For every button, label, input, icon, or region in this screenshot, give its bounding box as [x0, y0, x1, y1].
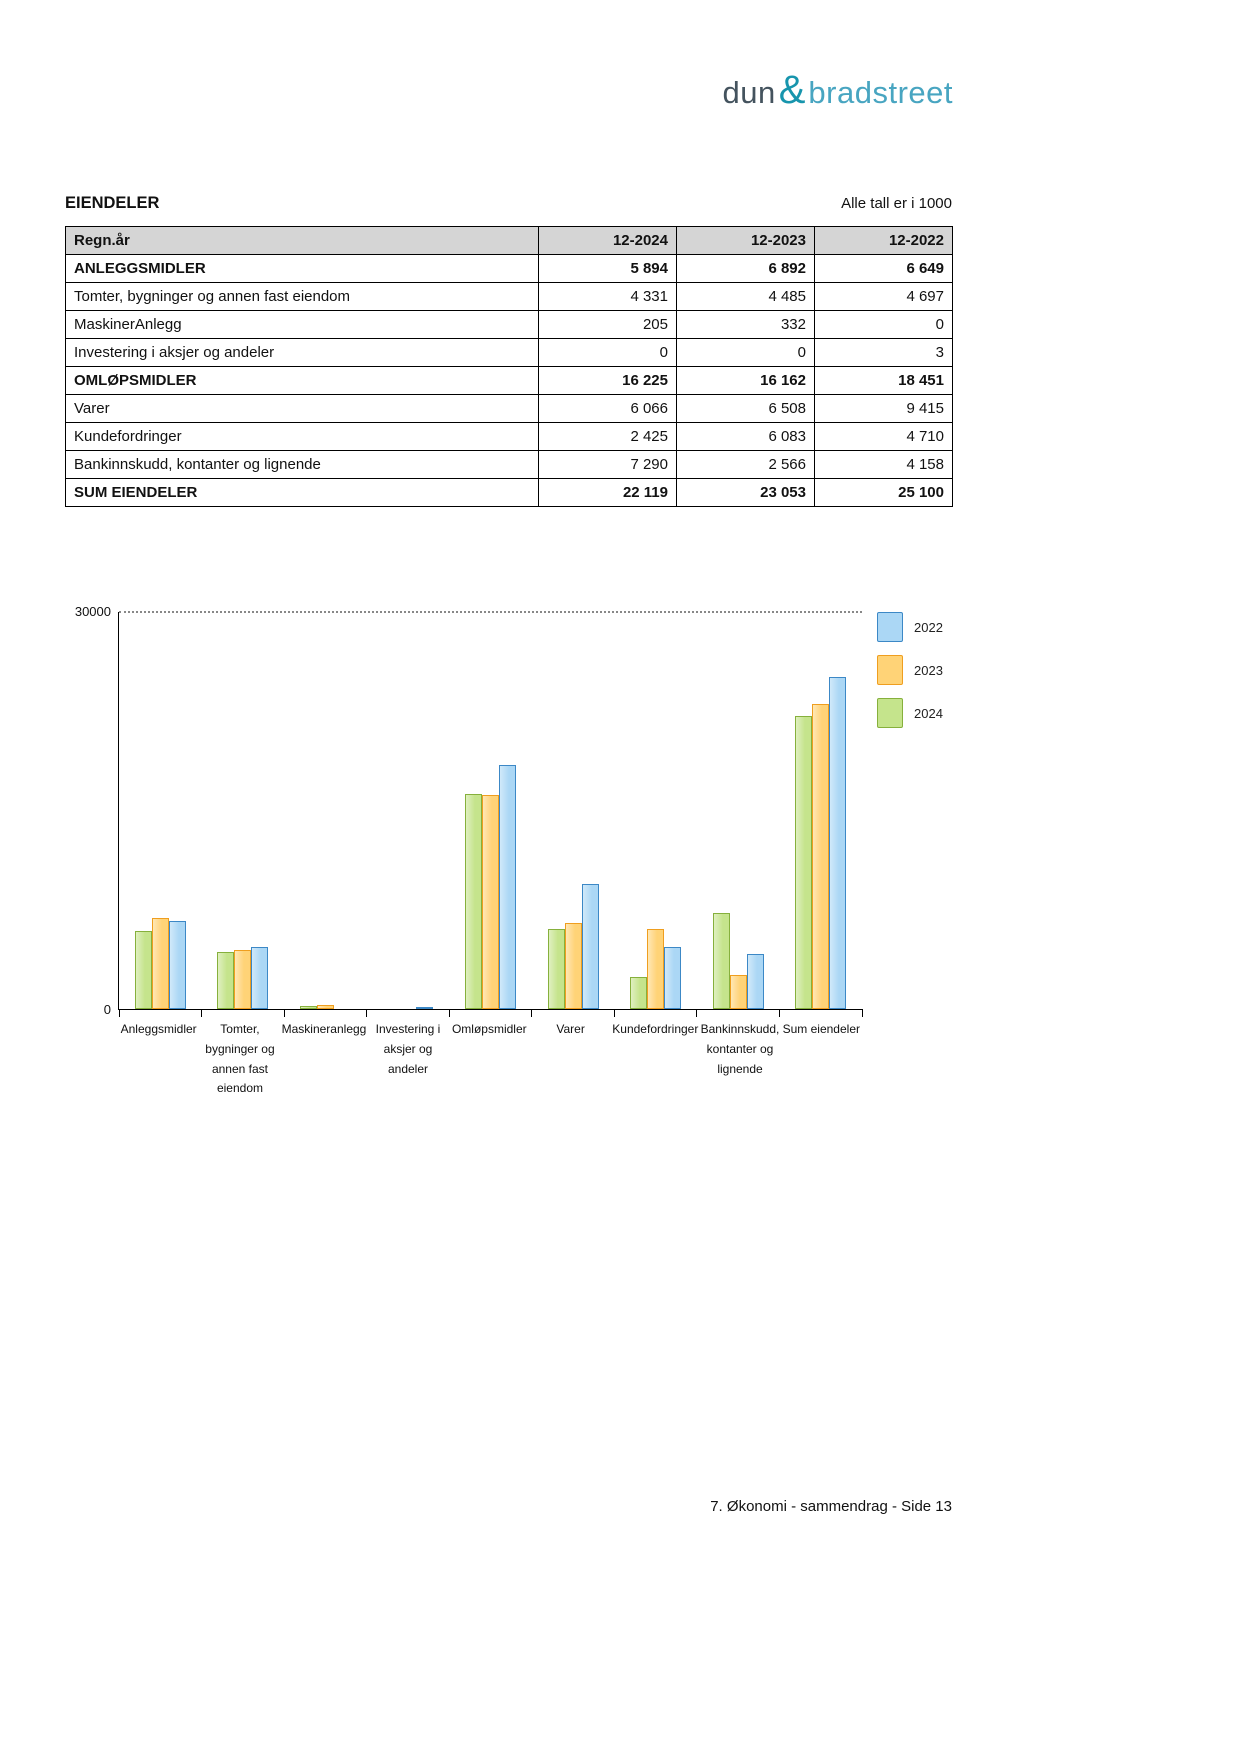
row-value: 16 225 [539, 367, 677, 395]
x-axis-category-label: Investering i aksjer og andeler [375, 1022, 441, 1076]
assets-bar-chart [65, 598, 1176, 1158]
x-axis-tick [449, 1009, 450, 1017]
bar-2022 [499, 765, 516, 1009]
legend-swatch-2023 [877, 655, 903, 685]
legend-item-2022 [877, 612, 943, 642]
bar-2024 [465, 794, 482, 1009]
row-value: 4 158 [815, 451, 953, 479]
row-label: Kundefordringer [66, 423, 539, 451]
row-value: 6 508 [677, 395, 815, 423]
x-axis-tick [614, 1009, 615, 1017]
chart-plot-area [118, 612, 862, 1010]
row-label: Investering i aksjer og andeler [66, 339, 539, 367]
table-row [66, 479, 953, 507]
bar-2023 [730, 975, 747, 1009]
section-header [65, 194, 952, 213]
row-label: SUM EIENDELER [66, 479, 539, 507]
bar-2024 [135, 931, 152, 1009]
bar-2023 [812, 704, 829, 1009]
x-axis-tick [119, 1009, 120, 1017]
bar-group [697, 612, 780, 1009]
x-axis-category-label: Anleggsmidler [120, 1022, 197, 1036]
legend-label: 2024 [914, 705, 943, 721]
table-row [66, 367, 953, 395]
bar-2022 [582, 884, 599, 1009]
bar-2022 [416, 1007, 433, 1009]
bar-2023 [234, 950, 251, 1009]
x-axis-tick [696, 1009, 697, 1017]
x-axis-labels [118, 1020, 862, 1099]
chart-legend [877, 612, 943, 741]
x-axis-tick [284, 1009, 285, 1017]
row-value: 18 451 [815, 367, 953, 395]
x-axis-category-label: Omløpsmidler [451, 1022, 527, 1036]
row-value: 16 162 [677, 367, 815, 395]
section-title: EIENDELER [65, 194, 160, 212]
row-value: 2 566 [677, 451, 815, 479]
row-value: 4 697 [815, 283, 953, 311]
legend-swatch-2022 [877, 612, 903, 642]
x-axis-tick [779, 1009, 780, 1017]
table-row [66, 283, 953, 311]
x-axis-category-label: Kundefordringer [612, 1022, 699, 1036]
legend-item-2023 [877, 655, 943, 685]
bar-group [614, 612, 697, 1009]
logo-text-bradstreet: bradstreet [808, 75, 953, 110]
row-value: 0 [815, 311, 953, 339]
dun-bradstreet-logo [723, 68, 954, 113]
bar-2024 [713, 913, 730, 1009]
table-row [66, 339, 953, 367]
bar-2024 [630, 977, 647, 1009]
row-value: 6 066 [539, 395, 677, 423]
table-header-row [66, 227, 953, 255]
bar-2024 [795, 716, 812, 1009]
x-axis-tick [201, 1009, 202, 1017]
bar-2024 [548, 929, 565, 1009]
row-value: 9 415 [815, 395, 953, 423]
x-axis-category-label: Maskineranlegg [281, 1022, 367, 1036]
assets-table [65, 226, 953, 507]
row-value: 6 083 [677, 423, 815, 451]
x-axis-category-label: Tomter, bygninger og annen fast eiendom [205, 1022, 275, 1096]
row-value: 0 [677, 339, 815, 367]
row-value: 2 425 [539, 423, 677, 451]
table-row [66, 423, 953, 451]
row-value: 6 649 [815, 255, 953, 283]
logo-text-dun: dun [722, 75, 776, 110]
bar-group [367, 612, 450, 1009]
row-value: 4 710 [815, 423, 953, 451]
y-axis-min-label: 0 [103, 1002, 111, 1017]
bar-group [780, 612, 863, 1009]
row-value: 5 894 [539, 255, 677, 283]
table-row [66, 311, 953, 339]
row-label: OMLØPSMIDLER [66, 367, 539, 395]
bar-2023 [317, 1005, 334, 1009]
page-footer: 7. Økonomi - sammendrag - Side 13 [710, 1498, 952, 1515]
legend-label: 2023 [914, 662, 943, 678]
row-value: 205 [539, 311, 677, 339]
bar-2022 [829, 677, 846, 1009]
row-value: 0 [539, 339, 677, 367]
bar-2022 [747, 954, 764, 1009]
row-value: 22 119 [539, 479, 677, 507]
x-axis-tick [531, 1009, 532, 1017]
row-label: Bankinnskudd, kontanter og lignende [66, 451, 539, 479]
bar-2023 [565, 923, 582, 1009]
bar-group [202, 612, 285, 1009]
row-value: 3 [815, 339, 953, 367]
row-label: ANLEGGSMIDLER [66, 255, 539, 283]
table-row [66, 451, 953, 479]
x-axis-tick [366, 1009, 367, 1017]
bar-2024 [217, 952, 234, 1009]
bar-2024 [300, 1006, 317, 1009]
row-label: MaskinerAnlegg [66, 311, 539, 339]
column-header-12-2024: 12-2024 [539, 227, 677, 255]
bar-2022 [664, 947, 681, 1009]
bar-group [449, 612, 532, 1009]
table-row [66, 255, 953, 283]
legend-label: 2022 [914, 619, 943, 635]
column-header-12-2023: 12-2023 [677, 227, 815, 255]
bar-group [532, 612, 615, 1009]
bar-2022 [169, 921, 186, 1009]
table-row [66, 395, 953, 423]
bar-group [119, 612, 202, 1009]
row-value: 25 100 [815, 479, 953, 507]
column-header-12-2022: 12-2022 [815, 227, 953, 255]
column-header-regnaar: Regn.år [66, 227, 539, 255]
row-value: 7 290 [539, 451, 677, 479]
bar-2023 [482, 795, 499, 1009]
x-axis-category-label: Sum eiendeler [782, 1022, 860, 1036]
legend-item-2024 [877, 698, 943, 728]
row-value: 332 [677, 311, 815, 339]
legend-swatch-2024 [877, 698, 903, 728]
x-axis-category-label: Bankinnskudd, kontanter og lignende [700, 1022, 780, 1076]
row-label: Varer [66, 395, 539, 423]
row-label: Tomter, bygninger og annen fast eiendom [66, 283, 539, 311]
row-value: 6 892 [677, 255, 815, 283]
row-value: 4 331 [539, 283, 677, 311]
bar-2023 [647, 929, 664, 1009]
x-axis-tick [862, 1009, 863, 1017]
y-axis-max-label: 30000 [74, 604, 111, 619]
row-value: 4 485 [677, 283, 815, 311]
units-note: Alle tall er i 1000 [841, 195, 952, 212]
bar-2022 [251, 947, 268, 1009]
row-value: 23 053 [677, 479, 815, 507]
logo-ampersand-icon: & [778, 68, 806, 112]
bar-2023 [152, 918, 169, 1009]
x-axis-category-label: Varer [556, 1022, 585, 1036]
bar-group [284, 612, 367, 1009]
